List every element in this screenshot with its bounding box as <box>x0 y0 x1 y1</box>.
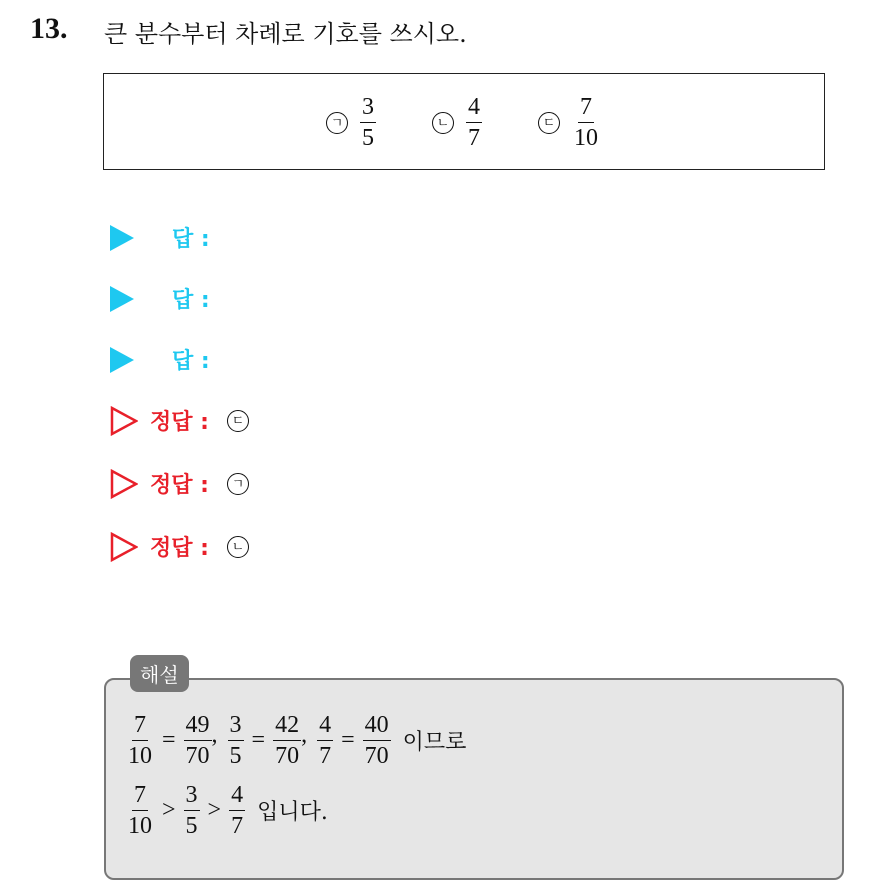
denominator: 70 <box>185 743 210 769</box>
fraction <box>184 782 200 839</box>
explanation-line-1 <box>126 712 466 769</box>
denominator: 5 <box>362 125 374 151</box>
correct-label: 정답 : <box>150 536 209 561</box>
denominator: 10 <box>574 125 598 151</box>
numerator: 3 <box>184 782 200 811</box>
denominator: 5 <box>229 743 242 769</box>
numerator: 7 <box>578 94 594 123</box>
explanation-line-2 <box>126 782 328 839</box>
correct-label: 정답 : <box>150 410 209 435</box>
explanation-suffix: 이므로 <box>402 730 467 755</box>
denominator: 7 <box>468 125 480 151</box>
correct-symbol: ㄱ <box>227 473 249 495</box>
answer-label: 답 : <box>172 349 210 374</box>
explanation-box <box>104 678 844 880</box>
correct-symbol: ㄷ <box>227 410 249 432</box>
denominator: 7 <box>319 743 332 769</box>
fraction <box>228 712 244 769</box>
denominator: 10 <box>128 743 152 769</box>
choice-symbol-digeut: ㄷ <box>538 112 560 134</box>
fraction <box>229 782 245 839</box>
answer-row <box>110 344 210 375</box>
answer-label: 답 : <box>172 227 210 252</box>
choice-a <box>326 94 376 151</box>
choice-fraction <box>466 94 482 151</box>
equals-sign: = <box>341 727 355 753</box>
explanation-tab: 해설 <box>130 655 189 692</box>
answer-label: 답 : <box>172 288 210 313</box>
numerator: 7 <box>132 712 148 741</box>
fraction <box>273 712 301 769</box>
numerator: 4 <box>229 782 245 811</box>
choices-box <box>103 73 825 170</box>
choice-b <box>432 94 482 151</box>
explanation-conclusion: 입니다. <box>257 800 328 825</box>
play-triangle-icon <box>110 225 134 251</box>
correct-label: 정답 : <box>150 473 209 498</box>
denominator: 7 <box>231 813 244 839</box>
numerator: 42 <box>273 712 301 741</box>
fraction <box>126 782 154 839</box>
correct-answer-row <box>110 405 261 436</box>
choice-fraction <box>572 94 600 151</box>
greater-than-sign: > <box>162 797 176 823</box>
numerator: 4 <box>317 712 333 741</box>
play-triangle-icon <box>110 347 134 373</box>
fraction <box>126 712 154 769</box>
numerator: 40 <box>363 712 391 741</box>
fraction <box>184 712 212 769</box>
fraction <box>317 712 333 769</box>
question-text: 큰 분수부터 차례로 기호를 쓰시오. <box>104 20 467 48</box>
denominator: 10 <box>128 813 152 839</box>
denominator: 70 <box>364 743 389 769</box>
comma: , <box>301 722 308 748</box>
choice-fraction <box>360 94 376 151</box>
outline-triangle-icon <box>110 532 138 562</box>
choice-symbol-giyeok: ㄱ <box>326 112 348 134</box>
comma: , <box>211 722 218 748</box>
numerator: 3 <box>228 712 244 741</box>
play-triangle-icon <box>110 286 134 312</box>
equals-sign: = <box>251 727 266 753</box>
equals-sign: = <box>162 727 176 753</box>
denominator: 5 <box>185 813 198 839</box>
answer-row <box>110 283 210 314</box>
choice-c <box>538 94 600 151</box>
denominator: 70 <box>275 743 300 769</box>
numerator: 7 <box>132 782 148 811</box>
correct-symbol: ㄴ <box>227 536 249 558</box>
correct-answer-row <box>110 468 261 499</box>
choice-symbol-nieun: ㄴ <box>432 112 454 134</box>
answer-row <box>110 222 210 253</box>
greater-than-sign: > <box>207 797 222 823</box>
numerator: 3 <box>360 94 376 123</box>
correct-answer-row <box>110 531 261 562</box>
outline-triangle-icon <box>110 406 138 436</box>
question-number: 13. <box>30 12 68 45</box>
fraction <box>363 712 391 769</box>
numerator: 4 <box>466 94 482 123</box>
outline-triangle-icon <box>110 469 138 499</box>
numerator: 49 <box>184 712 212 741</box>
